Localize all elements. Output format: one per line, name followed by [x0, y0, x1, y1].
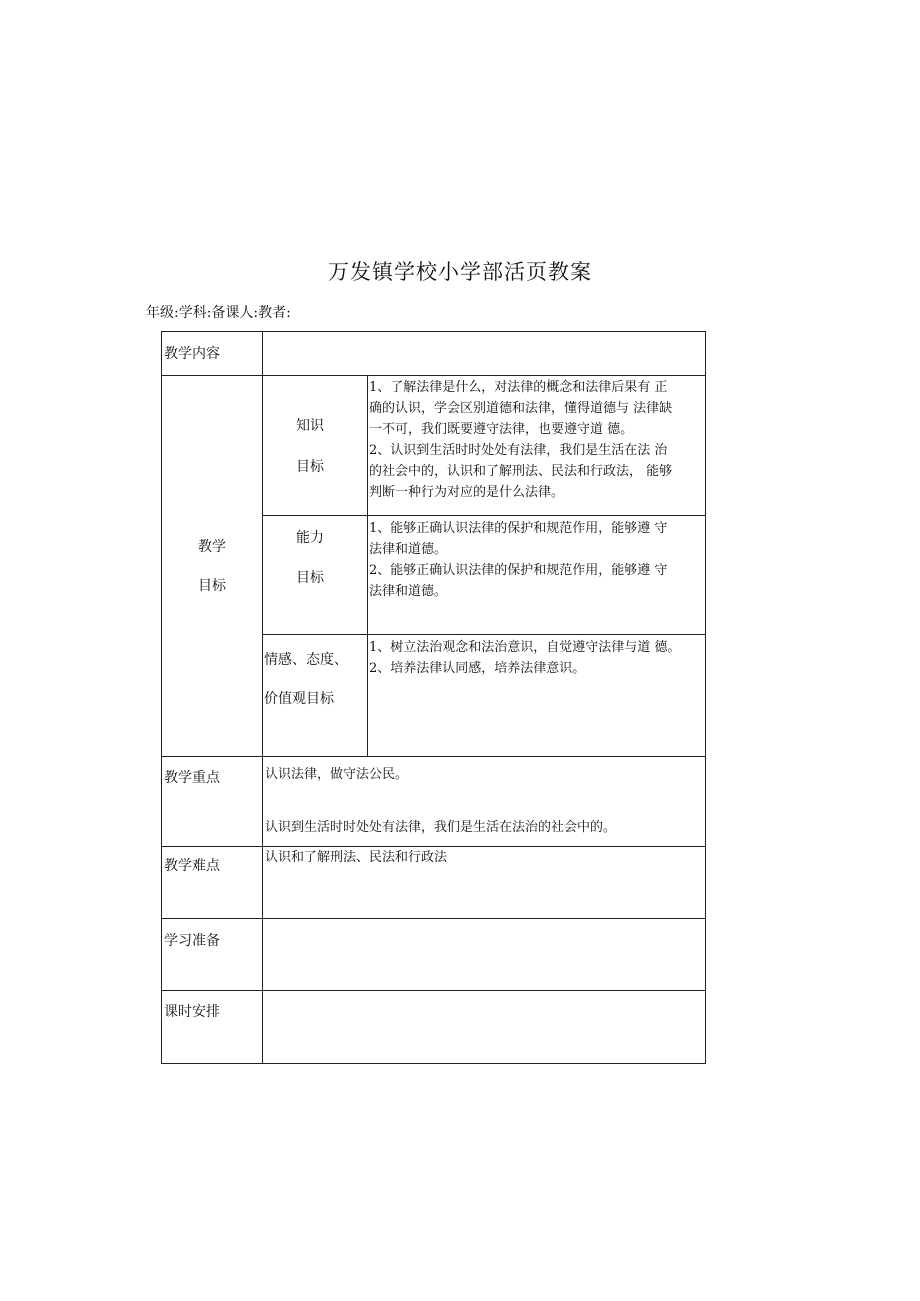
text-line: 2、认识到生活时时处处有法律，我们是生活在法 治	[369, 443, 668, 458]
schedule-label: 课时安排	[164, 1004, 220, 1020]
ability-label-line1: 能力	[296, 530, 324, 546]
ability-goal-text	[369, 518, 707, 602]
text-line: 的社会中的，认识和了解刑法、民法和行政法， 能够	[369, 464, 673, 479]
text-line: 判断一种行为对应的是什么法律。	[369, 485, 565, 500]
row-divider	[161, 756, 706, 757]
column-divider	[262, 331, 263, 1064]
goal-label-line1: 教学	[198, 539, 226, 555]
row-divider	[161, 375, 706, 376]
difficulty-label: 教学难点	[164, 858, 220, 874]
row-divider	[262, 634, 706, 635]
text-line: 1、能够正确认识法律的保护和规范作用，能够遵 守	[369, 521, 668, 536]
text-line: 一不可，我们既要遵守法律，也要遵守道 德。	[369, 422, 634, 437]
row-divider	[161, 918, 706, 919]
row-divider	[262, 515, 706, 516]
column-divider	[367, 375, 368, 756]
header-meta: 年级:学科:备课人:教者:	[146, 305, 291, 321]
row-divider	[161, 990, 706, 991]
emotion-label-line1: 情感、态度、	[264, 652, 348, 668]
content-label: 教学内容	[164, 346, 220, 362]
text-line: 法律和道德。	[369, 542, 448, 557]
key-point-text-2: 认识到生活时时处处有法律，我们是生活在法治的社会中的。	[265, 820, 617, 835]
text-line: 2、培养法律认同感，培养法律意识。	[369, 661, 586, 676]
text-line: 2、能够正确认识法律的保护和规范作用，能够遵 守	[369, 563, 668, 578]
goal-label-line2: 目标	[198, 578, 226, 594]
knowledge-label-line2: 目标	[296, 459, 324, 475]
text-line: 1、了解法律是什么，对法律的概念和法律后果有 正	[369, 380, 668, 395]
preparation-label: 学习准备	[164, 933, 220, 949]
knowledge-label-line1: 知识	[296, 418, 324, 434]
ability-label-line2: 目标	[296, 570, 324, 586]
key-point-text-1: 认识法律，做守法公民。	[265, 767, 409, 782]
text-line: 确的认识，学会区别道德和法律，懂得道德与 法律缺	[369, 401, 673, 416]
text-line: 法律和道德。	[369, 584, 448, 599]
key-point-label: 教学重点	[164, 770, 220, 786]
text-line: 1、树立法治观念和法治意识，自觉遵守法律与道 德。	[369, 640, 681, 655]
emotion-goal-text	[369, 637, 707, 679]
difficulty-text: 认识和了解刑法、民法和行政法	[265, 850, 448, 865]
emotion-label-line2: 价值观目标	[264, 691, 334, 707]
page-title: 万发镇学校小学部活页教案	[328, 260, 592, 284]
knowledge-goal-text	[369, 377, 707, 503]
